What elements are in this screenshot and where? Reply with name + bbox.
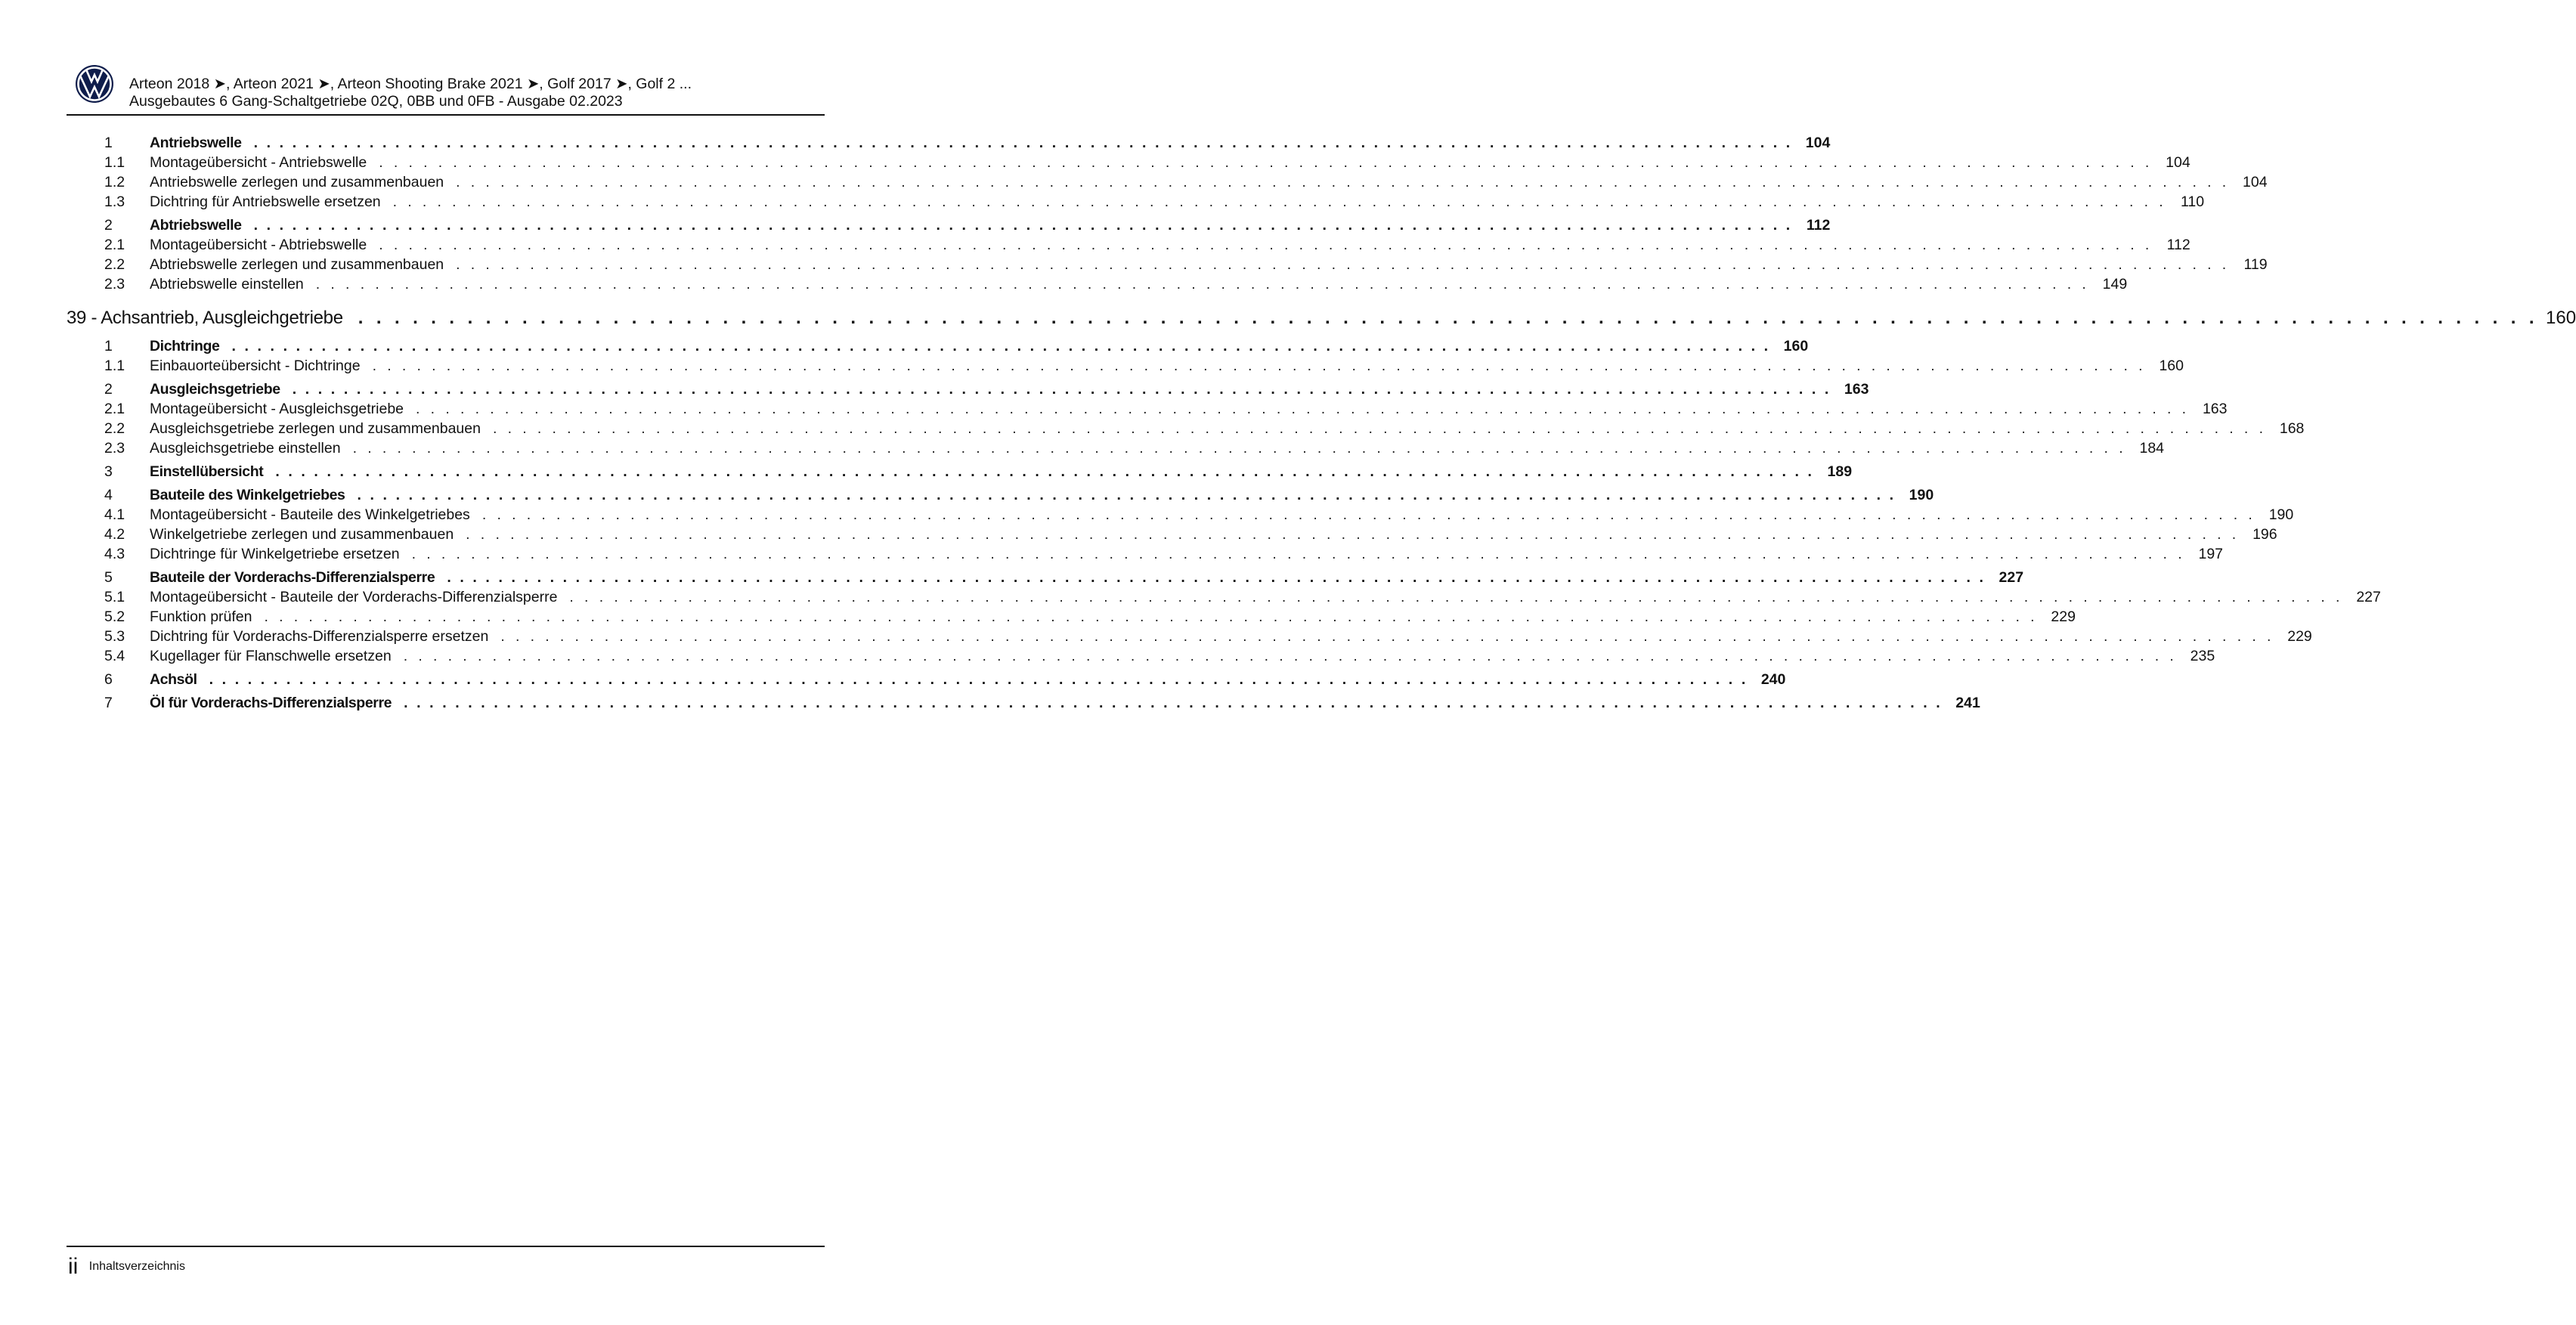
toc-entry-title: Funktion prüfen [150,608,252,625]
toc-entry-page: 229 [2051,608,2076,625]
toc-entry-number: 2.3 [104,276,125,293]
toc-entry-row[interactable] [67,135,1831,154]
toc-entry-page: 184 [2139,440,2165,457]
toc-entry-row[interactable] [67,526,2277,546]
toc-dot-leader: . . . . . . . . . . . . . . . . . . . . . . . . . . . . . . . . . . . . . . . . . . . . . . . . . . . . . . . . . . . . . . . . . . . . . . . . . . . . . . . . . . . . . . . . . . . . . . . . . . . . . . . . . . . . . . . . . . . . . . . . [481,506,2256,523]
toc-entry-title: Antriebswelle zerlegen und zusammenbauen [150,174,444,190]
toc-entry-title: Dichtring für Vorderachs-Differenzialsperre ersetzen [150,628,489,645]
toc-entry-row[interactable] [67,569,2024,589]
toc-dot-leader: . . . . . . . . . . . . . . . . . . . . . . . . . . . . . . . . . . . . . . . . . . . . . . . . . . . . . . . . . . . . . . . . . . . . . . . . . . . . . . . . . . . . . . . . . . . . . . . . . . . . . . . . . . . . . . . . . . . . . . . . [253,217,1793,234]
toc-entry-title: Abtriebswelle einstellen [150,276,304,293]
toc-entry-number: 1 [104,338,113,354]
toc-entry-row[interactable] [67,276,2128,296]
footer-page-number: ii [68,1254,79,1279]
toc-entry-page: 241 [1955,695,1980,711]
toc-dot-leader: . . . . . . . . . . . . . . . . . . . . . . . . . . . . . . . . . . . . . . . . . . . . . . . . . . . . . . . . . . . . . . . . . . . . . . . . . . . . . . . . . . . . . . . . . . . . . . . . . . . . . . . . . . . . . . . . . . . . . . . . [416,401,2190,417]
toc-entry-number: 2.2 [104,256,125,273]
toc-entry-number: 2.1 [104,401,125,417]
toc-entry-page: 160 [1783,338,1809,354]
toc-entry-title: Montageübersicht - Bauteile der Vorderachs-Differenzialsperre [150,589,558,605]
toc-chapter-title: 39 - Achsantrieb, Ausgleichgetriebe [67,308,343,328]
toc-entry-number: 1.2 [104,174,125,190]
toc-dot-leader: . . . . . . . . . . . . . . . . . . . . . . . . . . . . . . . . . . . . . . . . . . . . . . . . . . . . . . . . . . . . . . . . . . . . . . . . . . . . . . . . . . . . . . . . . . . . . . . . . . . . . . . . . . . . . . . . . . . . . . . . [253,135,1793,151]
toc-entry-title: Achsöl [150,671,197,688]
toc-entry-number: 2.1 [104,237,125,253]
toc-entry-title: Öl für Vorderachs-Differenzialsperre [150,695,392,711]
toc-entry-number: 5.2 [104,608,125,625]
toc-chapter-page: 160 [2546,308,2576,328]
toc-entry-title: Bauteile der Vorderachs-Differenzialsperre [150,569,435,586]
toc-entry-number: 1.3 [104,193,125,210]
toc-entry-page: 110 [2180,193,2205,210]
page-footer [68,1254,185,1280]
toc-dot-leader: . . . . . . . . . . . . . . . . . . . . . . . . . . . . . . . . . . . . . . . . . . . . . . . . . . . . . . . . . . . . . . . . . . . . . . . . . . . . . . . . . . . . . . . . . . . . . . . . . . . . . . . . . . . . . . . . . . . . . . . . [209,671,1748,688]
toc-entry-number: 4.1 [104,506,125,523]
toc-entry-title: Abtriebswelle [150,217,242,234]
toc-entry-number: 1.1 [104,154,125,171]
toc-entry-row[interactable] [67,589,2381,608]
footer-divider [67,1246,825,1247]
toc-entry-number: 5 [104,569,113,586]
toc-entry-title: Dichtringe [150,338,220,354]
toc-entry-title: Antriebswelle [150,135,242,151]
toc-entry-number: 2 [104,217,113,234]
toc-dot-leader: . . . . . . . . . . . . . . . . . . . . . . . . . . . . . . . . . . . . . . . . . . . . . . . . . . . . . . . . . . . . . . . . . . . . . . . . . . . . . . . . . . . . . . . . . . . . . . . . . . . . . . . . . . . . . . . . . . . . . . . . [466,526,2240,543]
toc-entry-title: Ausgleichsgetriebe [150,381,280,398]
toc-dot-leader: . . . . . . . . . . . . . . . . . . . . . . . . . . . . . . . . . . . . . . . . . . . . . . . . . . . . . . . . . . . . . . . . . . . . . . . . . . . . . . . . . . . . . . . . . . . . . . . . . . . . . . . . . . . . . . . . . . . . . . . . [231,338,1771,354]
toc-entry-title: Montageübersicht - Ausgleichsgetriebe [150,401,404,417]
toc-entry-number: 5.4 [104,648,125,664]
toc-entry-number: 4 [104,487,113,503]
toc-entry-page: 112 [1806,217,1831,234]
toc-entry-page: 196 [2252,526,2277,543]
vw-logo-icon [74,63,115,104]
toc-dot-leader: . . . . . . . . . . . . . . . . . . . . . . . . . . . . . . . . . . . . . . . . . . . . . . . . . . . . . . . . . . . . . . . . . . . . . . . . . . . . . . . . . . . . . . . . . . . . . . . . . . . . . . . . . . . . . . . . . . . . . . . . [379,154,2153,171]
page-header [74,60,824,115]
toc-entry-number: 1.1 [104,358,125,374]
toc-entry-row[interactable] [67,440,2165,460]
toc-entry-row[interactable] [67,193,2205,213]
toc-dot-leader: . . . . . . . . . . . . . . . . . . . . . . . . . . . . . . . . . . . . . . . . . . . . . . . . . . . . . . . . . . . . . . . . . . . . . . . . . . . . . . . . . . . . . . . . . . . . . . . . . . . . . . . . . . . . . . . . . . . . . . . . [404,695,1943,711]
toc-entry-page: 149 [2102,276,2128,293]
toc-entry-page: 163 [2202,401,2228,417]
toc-entry-title: Winkelgetriebe zerlegen und zusammenbauen [150,526,454,543]
toc-entry-number: 5.3 [104,628,125,645]
toc-entry-row[interactable] [67,256,2268,276]
header-divider [67,114,825,116]
toc-dot-leader: . . . . . . . . . . . . . . . . . . . . . . . . . . . . . . . . . . . . . . . . . . . . . . . . . . . . . . . . . . . . . . . . . . . . . . . . . . . . . . . . . . . . . . . . . . . . . . . . . . . . . . . . . . . . . . . . . . . . . . . . [456,256,2230,273]
toc-entry-row[interactable] [67,381,1869,401]
toc-entry-number: 5.1 [104,589,125,605]
toc-entry-row[interactable] [67,401,2228,420]
toc-entry-page: 229 [2287,628,2312,645]
toc-entry-page: 112 [2166,237,2191,253]
toc-chapter-row[interactable] [67,308,2576,330]
footer-section-label: Inhaltsverzeichnis [88,1260,185,1273]
toc-dot-leader: . . . . . . . . . . . . . . . . . . . . . . . . . . . . . . . . . . . . . . . . . . . . . . . . . . . . . . . . . . . . . . . . . . . . . . . . . . . . . . . . . . . . . . . . . . . . . . . . . . . . . . . . . . . . . . . . . . . . . . . . [292,381,1831,398]
toc-dot-leader: . . . . . . . . . . . . . . . . . . . . . . . . . . . . . . . . . . . . . . . . . . . . . . . . . . . . . . . . . . . . . . . . . . . . . . . . . . . . . . . . . . . . . . . . . . . . . . . . . . . . . . . . . . . . . . . . . . . . . . . . [275,463,1815,480]
toc-dot-leader: . . . . . . . . . . . . . . . . . . . . . . . . . . . . . . . . . . . . . . . . . . . . . . . . . . . . . . . . . . . . . . . . . . . . . . . . . . . . . . . . . . . . . . . . . . . . . . . . . . . . . . . . . . . . . . . . . . . . . . . . [357,487,1896,503]
toc-dot-leader: . . . . . . . . . . . . . . . . . . . . . . . . . . . . . . . . . . . . . . . . . . . . . . . . . . . . . . . . . . . . . . . . . . . . . . . . . . . . . . . . . . . . . . . . . . . . . . . . . . . . . . . . . . . . . . . . . . . . . . . . [379,237,2153,253]
toc-entry-title: Dichtring für Antriebswelle ersetzen [150,193,381,210]
toc-entry-number: 4.3 [104,546,125,562]
toc-dot-leader: . . . . . . . . . . . . . . . . . . . . . . . . . . . . . . . . . . . . . . . . . . . . . . . . . . . . . . . . . . . . . . . . . . . . . . . . . . . . . . . . . . . . . . . . . . . . . . . . . . . . . . . . . . . . . . . . . . . . . . . . [411,546,2186,562]
toc-entry-title: Ausgleichsgetriebe einstellen [150,440,341,457]
toc-entry-title: Montageübersicht - Abtriebswelle [150,237,367,253]
toc-entry-number: 6 [104,671,113,688]
toc-entry-title: Abtriebswelle zerlegen und zusammenbauen [150,256,444,273]
toc-entry-number: 4.2 [104,526,125,543]
toc-entry-row[interactable] [67,671,1786,691]
toc-entry-page: 104 [2243,174,2268,190]
toc-entry-page: 160 [2159,358,2184,374]
toc-entry-row[interactable] [67,237,2191,256]
toc-entry-page: 227 [2356,589,2381,605]
toc-dot-leader: . . . . . . . . . . . . . . . . . . . . . . . . . . . . . . . . . . . . . . . . . . . . . . . . . . . . . . . . . . . . . . . . . . . . . . . . . . . . . . . . . . . . . . . . . . . . . . . . . . . . . . . . . . . . . . . . . . . . . . . . [456,174,2230,190]
toc-dot-leader: . . . . . . . . . . . . . . . . . . . . . . . . . . . . . . . . . . . . . . . . . . . . . . . . . . . . . . . . . . . . . . . . . . . . . . . . . . . . . . . . . . . . . . . . . . . . . . . . . . . . . . . . . . . . . . . . . . . . . . . . [403,648,2178,664]
toc-entry-page: 197 [2198,546,2224,562]
header-text [129,76,692,110]
toc-entry-row[interactable] [67,358,2184,377]
toc-dot-leader: . . . . . . . . . . . . . . . . . . . . . . . . . . . . . . . . . . . . . . . . . . . . . . . . . . . . . . . . . . . . . . . . . . . . . . . . . . . . . . . . . . . . . . . . . . . . . . . . . . . . . . . . . . . . . . . . . . . . . . . . [315,276,2090,293]
toc-dot-leader: . . . . . . . . . . . . . . . . . . . . . . . . . . . . . . . . . . . . . . . . . . . . . . . . . . . . . . . . . . . . . . . . . . . . . . . . . . . . . . . . . . . . . . . . . . . . . . . . . . . . . . . . . . . . . . . . . . . . . . . . [569,589,2343,605]
toc-entry-row[interactable] [67,648,2215,667]
toc-entry-page: 189 [1827,463,1853,480]
toc-entry-row[interactable] [67,608,2076,628]
toc-entry-number: 7 [104,695,113,711]
toc-dot-leader: . . . . . . . . . . . . . . . . . . . . . . . . . . . . . . . . . . . . . . . . . . . . . . . . . . . . . . . . . . . . . . . . . . . . . . . . . . . . . . . . . . . . . . . . . . . . . . . . . . . . . . . . . . . . . . . . . . . . . . . . [500,628,2274,645]
toc-entry-title: Einstellübersicht [150,463,264,480]
toc-entry-row[interactable] [67,338,1809,358]
toc-entry-page: 235 [2190,648,2215,664]
toc-entry-row[interactable] [67,154,2191,174]
toc-dot-leader: . . . . . . . . . . . . . . . . . . . . . . . . . . . . . . . . . . . . . . . . . . . . . . . . . . . . . . . . . . . . . . . . . . . . . . . . . . . . . . . . . . . . . . . . . . . . . . . . . . . . . . . . . . . . . . . . . . . . . . . . [352,440,2127,457]
toc-entry-page: 190 [1909,487,1934,503]
toc-entry-title: Dichtringe für Winkelgetriebe ersetzen [150,546,400,562]
toc-entry-row[interactable] [67,628,2312,648]
toc-entry-row[interactable] [67,695,1980,714]
toc-entry-title: Montageübersicht - Antriebswelle [150,154,367,171]
toc-entry-number: 1 [104,135,113,151]
toc-dot-leader: . . . . . . . . . . . . . . . . . . . . . . . . . . . . . . . . . . . . . . . . . . . . . . . . . . . . . . . . . . . . . . . . . . . . . . . . . . . . . . . . . . . . . . . . . . . . . . . . . . . . . . . . . . . . . . . . . . . . . . . . [264,608,2038,625]
toc-entry-row[interactable] [67,463,1853,483]
toc-entry-row[interactable] [67,420,2305,440]
toc-entry-page: 168 [2279,420,2305,437]
toc-entry-row[interactable] [67,506,2294,526]
toc-entry-title: Ausgleichsgetriebe zerlegen und zusammenbauen [150,420,481,437]
toc-entry-row[interactable] [67,174,2268,193]
toc-entry-title: Einbauorteübersicht - Dichtringe [150,358,361,374]
toc-entry-page: 190 [2268,506,2294,523]
toc-entry-title: Kugellager für Flanschwelle ersetzen [150,648,392,664]
toc-dot-leader: . . . . . . . . . . . . . . . . . . . . . . . . . . . . . . . . . . . . . . . . . . . . . . . . . . . . . . . . . . . . . . . . . . . . . . . . . . . . . . . . . . . . . . . . . . . . . . . . . . . . . . . . . . . . . . . . . . . . . . . . [372,358,2146,374]
toc-entry-page: 104 [2166,154,2191,171]
toc-entry-page: 163 [1844,381,1869,398]
toc-entry-number: 2.2 [104,420,125,437]
toc-entry-row[interactable] [67,487,1934,506]
toc-dot-leader: . . . . . . . . . . . . . . . . . . . . . . . . . . . . . . . . . . . . . . . . . . . . . . . . . . . . . . . . . . . . . . . . . . . . . . . . . . . . . . . . . . . . . . . . . . . . . . . . . . . . . . . . . . . . . . . . . . . . . . . . [358,308,2538,328]
toc-entry-number: 3 [104,463,113,480]
toc-entry-page: 104 [1805,135,1831,151]
toc-dot-leader: . . . . . . . . . . . . . . . . . . . . . . . . . . . . . . . . . . . . . . . . . . . . . . . . . . . . . . . . . . . . . . . . . . . . . . . . . . . . . . . . . . . . . . . . . . . . . . . . . . . . . . . . . . . . . . . . . . . . . . . . [392,193,2167,210]
toc-entry-page: 240 [1760,671,1786,688]
toc-dot-leader: . . . . . . . . . . . . . . . . . . . . . . . . . . . . . . . . . . . . . . . . . . . . . . . . . . . . . . . . . . . . . . . . . . . . . . . . . . . . . . . . . . . . . . . . . . . . . . . . . . . . . . . . . . . . . . . . . . . . . . . . [492,420,2267,437]
toc-dot-leader: . . . . . . . . . . . . . . . . . . . . . . . . . . . . . . . . . . . . . . . . . . . . . . . . . . . . . . . . . . . . . . . . . . . . . . . . . . . . . . . . . . . . . . . . . . . . . . . . . . . . . . . . . . . . . . . . . . . . . . . . [447,569,1986,586]
toc-entry-page: 119 [2243,256,2268,273]
toc-entry-row[interactable] [67,546,2224,565]
toc-entry-row[interactable] [67,217,1831,237]
header-line-1: Arteon 2018 ➤, Arteon 2021 ➤, Arteon Shooting Brake 2021 ➤, Golf 2017 ➤, Golf 2 ... [129,76,692,92]
toc-entry-number: 2 [104,381,113,398]
header-line-2: Ausgebautes 6 Gang-Schaltgetriebe 02Q, 0BB und 0FB - Ausgabe 02.2023 [129,93,623,110]
table-of-contents [67,135,2576,714]
toc-entry-page: 227 [1999,569,2024,586]
toc-entry-title: Montageübersicht - Bauteile des Winkelgetriebes [150,506,470,523]
toc-entry-number: 2.3 [104,440,125,457]
toc-entry-title: Bauteile des Winkelgetriebes [150,487,345,503]
